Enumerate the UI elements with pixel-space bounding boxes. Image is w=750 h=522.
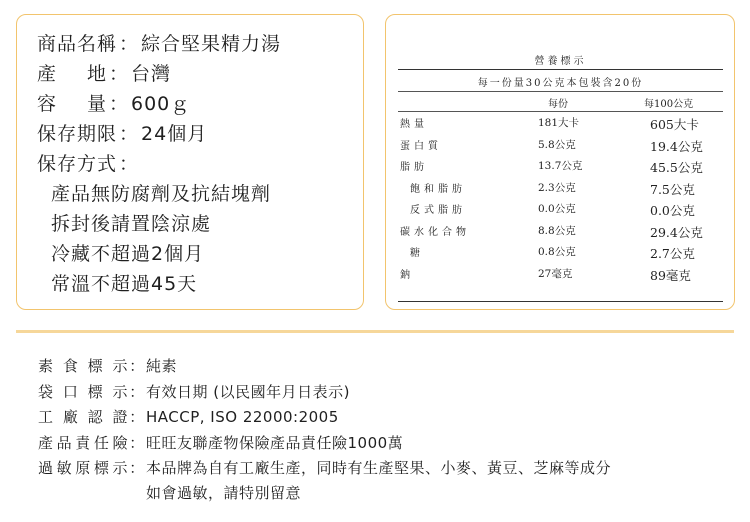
per-serving-value: 181大卡 (538, 117, 580, 129)
per-100g-value: 605大卡 (650, 117, 699, 132)
origin-value: 台灣 (131, 63, 172, 85)
col-header-per-100: 每100公克 (644, 99, 694, 110)
cert-label: 袋口標示 (38, 382, 128, 401)
origin-label-char-1: 產 (37, 63, 58, 85)
cert-value: 旺旺友聯產物保險產品責任險1000萬 (146, 433, 404, 452)
per-serving-value: 27毫克 (538, 267, 573, 280)
cert-value: 本品牌為自有工廠生產，同時有生產堅果、小麥、黃豆、芝麻等成分 (146, 459, 612, 477)
per-serving-value: 2.3公克 (538, 181, 576, 194)
table-rule (398, 111, 723, 112)
table-rule (398, 69, 723, 70)
cert-value: 純素 (146, 357, 178, 375)
nutrition-row (398, 266, 723, 286)
cert-line: 素食標示：純素 (38, 357, 178, 375)
cert-line: 工廠認證：HACCP, ISO 22000:2005 (38, 408, 339, 426)
capacity-label-char-2: 量 (86, 93, 107, 115)
nutrition-title: 營養標示 (534, 56, 587, 67)
nutrition-row (398, 201, 723, 221)
nutrition-row (398, 244, 723, 264)
nutrition-table (398, 45, 723, 307)
per-100g-value: 89毫克 (650, 267, 691, 283)
nutrition-box (385, 14, 735, 310)
cert-label: 工廠認證 (38, 408, 128, 426)
nutrition-row (398, 137, 723, 157)
nutrition-row (398, 158, 723, 178)
nutrition-row (398, 223, 723, 243)
per-100g-value: 19.4公克 (650, 138, 703, 154)
shelf-life-label: 保存期限 (37, 123, 118, 145)
per-100g-value: 29.4公克 (650, 224, 703, 240)
storage-item: 常溫不超過45天 (51, 273, 198, 295)
nutrient-name: 糖 (410, 248, 424, 259)
section-divider (16, 330, 734, 333)
origin-label-char-2: 地 (86, 63, 107, 85)
nutrient-name: 飽和脂肪 (410, 183, 466, 195)
capacity-value: 600ｇ (131, 93, 191, 115)
product-name-value: 綜合堅果精力湯 (141, 33, 282, 55)
per-100g-value: 0.0公克 (650, 203, 695, 218)
capacity-label (37, 89, 107, 116)
table-rule (398, 91, 723, 92)
per-serving-value: 5.8公克 (538, 138, 576, 151)
nutrition-serving: 每一份量30公克本包裝含20份 (477, 78, 644, 89)
capacity-label-char-1: 容 (37, 93, 58, 115)
nutrient-name: 脂肪 (400, 162, 428, 173)
storage-item: 產品無防腐劑及抗結塊劑 (51, 183, 272, 205)
cert-line: 袋口標示：有效日期 (以民國年月日表示) (38, 382, 350, 401)
per-serving-value: 0.0公克 (538, 203, 576, 215)
per-serving-value: 13.7公克 (538, 160, 583, 172)
per-100g-value: 7.5公克 (650, 181, 695, 197)
origin-label (37, 59, 107, 86)
nutrient-name: 鈉 (400, 269, 414, 281)
nutrition-row (398, 180, 723, 200)
nutrient-name: 蛋白質 (400, 140, 442, 152)
nutrient-name: 熱量 (400, 119, 428, 130)
shelf-life-value: 24個月 (141, 123, 208, 145)
per-serving-value: 0.8公克 (538, 246, 576, 258)
nutrient-name: 反式脂肪 (410, 205, 466, 216)
cert-label: 素食標示 (38, 357, 128, 375)
storage-line: 保存方式 ： (37, 149, 141, 176)
product-info-box (16, 14, 364, 310)
product-name-label: 商品名稱 (37, 33, 118, 55)
storage-item: 冷藏不超過2個月 (51, 243, 205, 265)
origin-line: 產 地 ： 台灣 (37, 59, 171, 86)
nutrient-name: 碳水化合物 (400, 226, 470, 238)
allergen-continuation: 如會過敏，請特別留意 (146, 484, 302, 502)
cert-line: 產品責任險：旺旺友聯產物保險產品責任險1000萬 (38, 433, 404, 452)
storage-label: 保存方式 (37, 153, 118, 175)
cert-label: 產品責任險 (38, 433, 128, 452)
cert-value: HACCP, ISO 22000:2005 (146, 408, 339, 426)
shelf-life-line: 保存期限 ： 24個月 (37, 119, 207, 146)
capacity-line: 容 量 ： 600ｇ (37, 89, 190, 116)
per-serving-value: 8.8公克 (538, 224, 576, 237)
per-100g-value: 2.7公克 (650, 246, 695, 261)
nutrition-row (398, 115, 723, 135)
per-100g-value: 45.5公克 (650, 160, 703, 175)
cert-value: 有效日期 (以民國年月日表示) (146, 382, 350, 401)
cert-line: 過敏原標示：本品牌為自有工廠生產，同時有生產堅果、小麥、黃豆、芝麻等成分 (38, 459, 612, 477)
storage-item: 拆封後請置陰涼處 (51, 213, 212, 235)
product-name-line: 商品名稱 ： 綜合堅果精力湯 (37, 29, 281, 56)
cert-label: 過敏原標示 (38, 459, 128, 477)
table-rule (398, 301, 723, 302)
col-header-per-serving: 每份 (548, 99, 568, 110)
